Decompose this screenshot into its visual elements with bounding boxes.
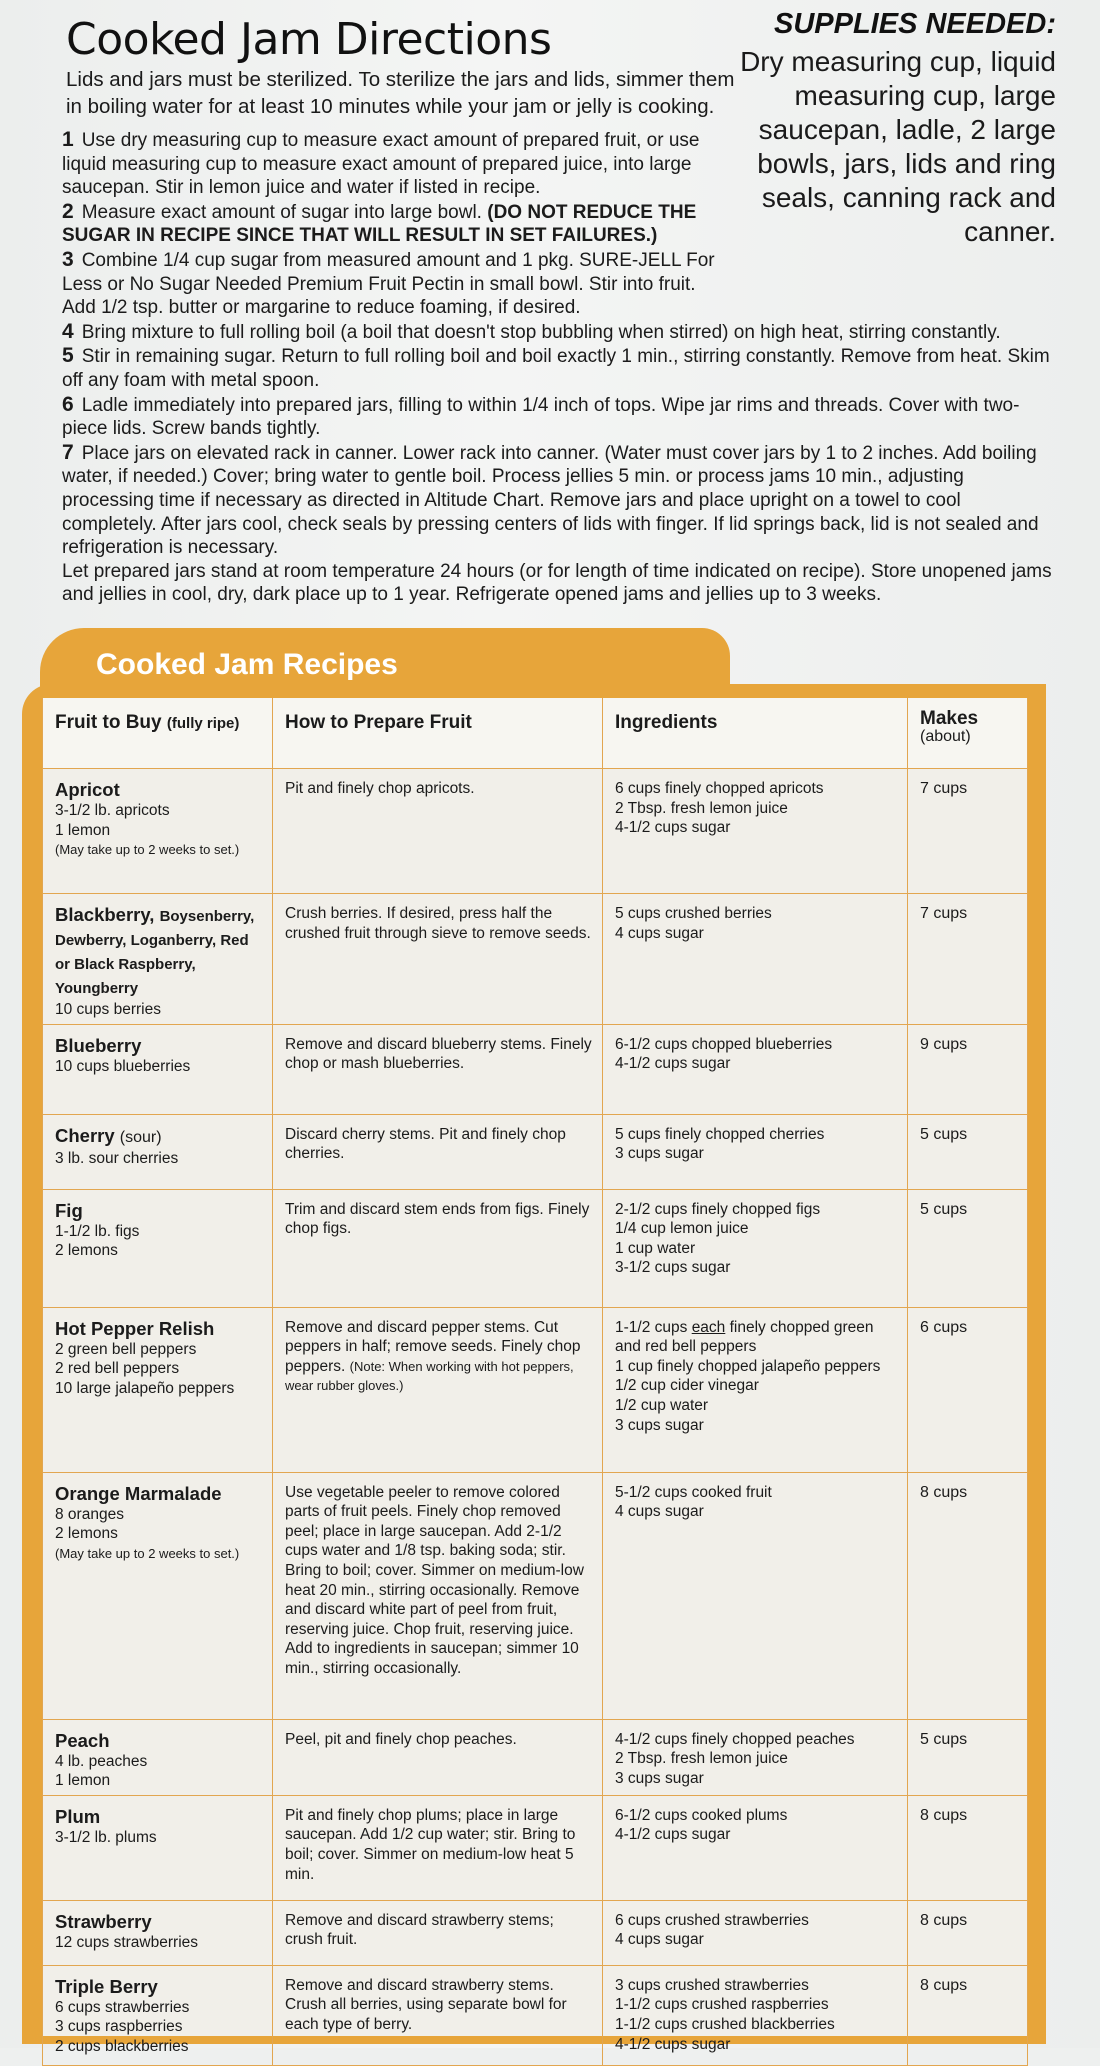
step-number: 3 <box>62 247 74 271</box>
step-text: Combine 1/4 cup sugar from measured amount and 1 pkg. SURE-JELL For Less or No Sugar Needed Premium Fruit Pectin in small bowl. Stir into fruit. Add 1/2 tsp. butter or margarine to reduce foaming, if desired. <box>62 249 715 319</box>
header-ingredients: Ingredients <box>603 698 908 769</box>
supplies-list: Dry measuring cup, liquid measuring cup, large saucepan, ladle, 2 large bowls, jars, lids and ring seals, canning rack and canner. <box>740 46 1056 247</box>
fruit-cell: Hot Pepper Relish 2 green bell peppers 2 red bell peppers 10 large jalapeño peppers <box>43 1307 273 1472</box>
fruit-name: Blackberry, Boysenberry, Dewberry, Loganberry, Red or Black Raspberry, Youngberry <box>55 904 255 997</box>
makes-cell: 7 cups <box>908 769 1028 894</box>
fruit-cell: Fig 1-1/2 lb. figs 2 lemons <box>43 1189 273 1307</box>
table-row <box>43 1965 1028 2065</box>
makes-cell: 8 cups <box>908 1795 1028 1900</box>
header-prep: How to Prepare Fruit <box>273 698 603 769</box>
header-fruit: Fruit to Buy (fully ripe) <box>43 698 273 769</box>
fruit-name: Hot Pepper Relish <box>55 1317 215 1339</box>
fruit-name: Strawberry <box>55 1910 152 1932</box>
ingredients-cell: 5-1/2 cups cooked fruit 4 cups sugar <box>603 1472 908 1719</box>
step-5 <box>62 344 1057 392</box>
set-note: (May take up to 2 weeks to set.) <box>55 1545 240 1561</box>
table-row <box>43 1900 1028 1965</box>
fruit-name: Blueberry <box>55 1034 142 1056</box>
fruit-name: Plum <box>55 1805 101 1827</box>
fruit-cell: Strawberry 12 cups strawberries <box>43 1900 273 1965</box>
ingredients-cell: 2-1/2 cups finely chopped figs 1/4 cup lemon juice 1 cup water 3-1/2 cups sugar <box>603 1189 908 1307</box>
prep-cell: Remove and discard blueberry stems. Finely chop or mash blueberries. <box>273 1024 603 1114</box>
step-number: 5 <box>62 344 74 368</box>
step-number: 4 <box>62 319 74 343</box>
prep-cell: Remove and discard strawberry stems. Crush all berries, using separate bowl for each type of berry. <box>273 1965 603 2065</box>
makes-cell: 5 cups <box>908 1114 1028 1189</box>
ingredients-cell: 4-1/2 cups finely chopped peaches 2 Tbsp. fresh lemon juice 3 cups sugar <box>603 1719 908 1795</box>
prep-cell: Use vegetable peeler to remove colored parts of fruit peels. Finely chop removed peel; place in large saucepan. Add 2-1/2 cups water and 1/8 tsp. baking soda; stir. Bring to boil; cover. Simmer on medium-low heat 20 min., stirring occasionally. Remove and discard white part of peel from fruit, reserving juice. Chop fruit, reserving juice. Add to ingredients in saucepan; simmer 10 min., stirring occasionally. <box>273 1472 603 1719</box>
header-makes: Makes (about) <box>908 698 1028 769</box>
directions-title: Cooked Jam Directions <box>66 14 552 65</box>
prep-cell: Pit and finely chop apricots. <box>273 769 603 894</box>
ingredients-cell: 6 cups crushed strawberries 4 cups sugar <box>603 1900 908 1965</box>
step-2 <box>62 200 722 248</box>
fruit-cell: Triple Berry 6 cups strawberries 3 cups raspberries 2 cups blackberries <box>43 1965 273 2065</box>
table-row <box>43 769 1028 894</box>
prep-cell: Trim and discard stem ends from figs. Finely chop figs. <box>273 1189 603 1307</box>
step-number: 6 <box>62 392 74 416</box>
fruit-cell: Plum 3-1/2 lb. plums <box>43 1795 273 1900</box>
step-number: 7 <box>62 440 74 464</box>
table-row <box>43 1472 1028 1719</box>
fruit-cell: Orange Marmalade 8 oranges 2 lemons (May take up to 2 weeks to set.) <box>43 1472 273 1719</box>
ingredients-cell: 5 cups crushed berries 4 cups sugar <box>603 894 908 1025</box>
step-number: 1 <box>62 128 74 151</box>
sterilize-intro: Lids and jars must be sterilized. To sterilize the jars and lids, simmer them in boiling water for at least 10 minutes while your jam or jelly is cooking. <box>66 68 735 118</box>
makes-cell: 7 cups <box>908 894 1028 1025</box>
recipes-table-area <box>42 698 1027 2055</box>
step-7 <box>62 441 1057 560</box>
step-text: Stir in remaining sugar. Return to full rolling boil and boil exactly 1 min., stirring constantly. Remove from heat. Skim off any foam with metal spoon. <box>62 346 1050 391</box>
step-4 <box>62 320 1057 345</box>
recipes-title: Cooked Jam Recipes <box>96 648 398 681</box>
makes-cell: 8 cups <box>908 1900 1028 1965</box>
ingredients-cell: 5 cups finely chopped cherries 3 cups sugar <box>603 1114 908 1189</box>
prep-cell: Pit and finely chop plums; place in large saucepan. Add 1/2 cup water; stir. Bring to boil; cover. Simmer on medium-low heat 5 min. <box>273 1795 603 1900</box>
ingredients-cell: 6-1/2 cups chopped blueberries 4-1/2 cups sugar <box>603 1024 908 1114</box>
gloves-note: (Note: When working with hot peppers, wear rubber gloves.) <box>285 1358 574 1394</box>
fruit-cell: Peach 4 lb. peaches 1 lemon <box>43 1719 273 1795</box>
step-text: Bring mixture to full rolling boil (a boil that doesn't stop bubbling when stirred) on high heat, stirring constantly. <box>81 321 1001 343</box>
makes-cell: 5 cups <box>908 1719 1028 1795</box>
table-row <box>43 1719 1028 1795</box>
fruit-name: Fig <box>55 1199 83 1221</box>
fruit-name: Apricot <box>55 779 120 800</box>
set-note: (May take up to 2 weeks to set.) <box>55 842 240 858</box>
fruit-name: Peach <box>55 1729 110 1751</box>
recipes-frame <box>22 684 1046 2055</box>
makes-cell: 9 cups <box>908 1024 1028 1114</box>
prep-cell: Discard cherry stems. Pit and finely chop cherries. <box>273 1114 603 1189</box>
steps-list <box>62 128 1057 607</box>
fruit-cell: Blackberry, Boysenberry, Dewberry, Loganberry, Red or Black Raspberry, Youngberry 10 cups berries <box>43 894 273 1025</box>
step-1 <box>62 128 722 200</box>
step-text: Place jars on elevated rack in canner. Lower rack into canner. (Water must cover jars by 1 to 2 inches. Add boiling water, if needed.) Cover; bring water to gentle boil. Process jellies 5 min. or process jams 10 min., adjusting processing time if necessary as directed in Altitude Chart. Remove jars and place upright on a towel to cool completely. After jars cool, check seals by pressing centers of lids with finger. If lid springs back, lid is not sealed and refrigeration is necessary. <box>62 442 1039 559</box>
recipes-table <box>42 698 1028 2066</box>
table-row <box>43 1307 1028 1472</box>
ingredients-cell: 3 cups crushed strawberries 1-1/2 cups crushed raspberries 1-1/2 cups crushed blackberries 4-1/2 cups sugar <box>603 1965 908 2065</box>
fruit-cell: Apricot 3-1/2 lb. apricots 1 lemon (May take up to 2 weeks to set.) <box>43 769 273 894</box>
fruit-name: Triple Berry <box>55 1975 158 1997</box>
makes-cell: 8 cups <box>908 1965 1028 2065</box>
prep-cell: Crush berries. If desired, press half the crushed fruit through sieve to remove seeds. <box>273 894 603 1025</box>
table-row <box>43 1024 1028 1114</box>
table-row <box>43 1189 1028 1307</box>
fruit-name: Orange Marmalade <box>55 1482 222 1504</box>
table-header-row <box>43 698 1028 769</box>
step-6 <box>62 393 1057 441</box>
recipes-section <box>22 628 1046 2055</box>
fruit-cell: Cherry (sour) 3 lb. sour cherries <box>43 1114 273 1189</box>
ingredients-cell: 6 cups finely chopped apricots 2 Tbsp. fresh lemon juice 4-1/2 cups sugar <box>603 769 908 894</box>
prep-cell: Remove and discard strawberry stems; crush fruit. <box>273 1900 603 1965</box>
fruit-cell: Blueberry 10 cups blueberries <box>43 1024 273 1114</box>
step-text: Measure exact amount of sugar into large bowl. <box>81 201 482 223</box>
step-text: Use dry measuring cup to measure exact amount of prepared fruit, or use liquid measuring cup to measure exact amount of prepared juice, into large saucepan. Stir in lemon juice and water if listed in recipe. <box>62 130 700 199</box>
prep-cell: Remove and discard pepper stems. Cut peppers in half; remove seeds. Finely chop peppers. (Note: When working with hot peppers, wear rubber gloves.) <box>273 1307 603 1472</box>
prep-cell: Peel, pit and finely chop peaches. <box>273 1719 603 1795</box>
table-row <box>43 894 1028 1025</box>
ingredients-cell: 6-1/2 cups cooked plums 4-1/2 cups sugar <box>603 1795 908 1900</box>
storage-note: Let prepared jars stand at room temperature 24 hours (or for length of time indicated on recipe). Store unopened jams and jellies in cool, dry, dark place up to 1 year. Refrigerate opened jams and jellies up to 3 weeks. <box>62 560 1052 606</box>
makes-cell: 8 cups <box>908 1472 1028 1719</box>
step-3 <box>62 248 722 320</box>
table-row <box>43 1114 1028 1189</box>
table-row <box>43 1795 1028 1900</box>
supplies-heading: SUPPLIES NEEDED: <box>774 8 1056 40</box>
header-makes-note: (about) <box>920 728 971 745</box>
step-text: Ladle immediately into prepared jars, filling to within 1/4 inch of tops. Wipe jar rims and threads. Cover with two-piece lids. Screw bands tightly. <box>62 394 1020 440</box>
fruit-name: Cherry (sour) <box>55 1124 162 1146</box>
makes-cell: 6 cups <box>908 1307 1028 1472</box>
header-fruit-note: (fully ripe) <box>166 715 240 732</box>
sugar-warning: (DO NOT REDUCE THE SUGAR IN RECIPE SINCE THAT WILL RESULT IN SET FAILURES.) <box>62 201 697 247</box>
makes-cell: 5 cups <box>908 1189 1028 1307</box>
step-number: 2 <box>62 199 74 223</box>
ingredients-cell: 1-1/2 cups each finely chopped green and red bell peppers 1 cup finely chopped jalapeño peppers 1/2 cup cider vinegar 1/2 cup water 3 cups sugar <box>603 1307 908 1472</box>
